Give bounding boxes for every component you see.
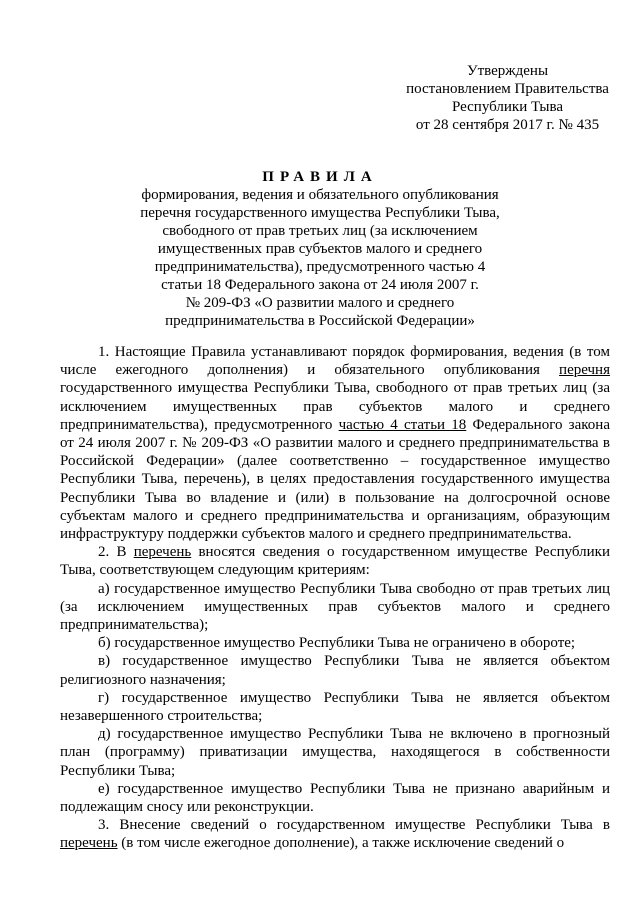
- link-article-18-part-4[interactable]: частью 4 статьи 18: [338, 416, 467, 433]
- document-title: ПРАВИЛА: [262, 169, 378, 185]
- criterion-b: б) государственное имущество Республики Тыва не ограничено в обороте;: [98, 635, 576, 652]
- approval-block: [380, 62, 635, 134]
- subtitle-line: свободного от прав третьих лиц (за исключением: [162, 223, 478, 239]
- link-perechen[interactable]: перечня: [559, 362, 610, 379]
- subtitle-line: имущественных прав субъектов малого и среднего: [157, 241, 483, 257]
- approval-line: от 28 сентября 2017 г. № 435: [415, 117, 600, 133]
- paragraph-2: [60, 543, 610, 579]
- criterion-v: в) государственное имущество Республики Тыва не является объектом религиозного назначения;: [60, 653, 610, 688]
- subtitle-line: № 209-ФЗ «О развитии малого и среднего: [185, 295, 455, 311]
- criterion-g: г) государственное имущество Республики Тыва не является объектом незавершенного строительства;: [60, 689, 610, 725]
- paragraph-text: (в том числе ежегодное дополнение), а также исключение сведений о: [117, 835, 565, 852]
- paragraph-text: 3. Внесение сведений о государственном имуществе Республики Тыва в: [98, 817, 610, 834]
- approval-line: постановлением Правительства: [406, 81, 609, 97]
- paragraph-1: [60, 343, 610, 543]
- criterion-e: е) государственное имущество Республики Тыва не признано аварийным и подлежащим сносу или реконструкции.: [60, 780, 610, 816]
- link-perechen[interactable]: перечень: [133, 544, 192, 561]
- subtitle-line: статьи 18 Федерального закона от 24 июля 2007 г.: [161, 277, 479, 293]
- subtitle-line: предпринимательства в Российской Федерации»: [165, 313, 475, 329]
- document-body: [60, 343, 610, 853]
- subtitle-line: предпринимательства), предусмотренного частью 4: [154, 259, 486, 275]
- criterion-d: д) государственное имущество Республики Тыва не включено в прогнозный план (программу) приватизации имущества, находящегося в собственности Республики Тыва;: [60, 726, 610, 779]
- paragraph-text: 2. В: [98, 544, 134, 561]
- paragraph-text: 1. Настоящие Правила устанавливают порядок формирования, ведения (в том числе ежегодного дополнения) и обязательного опубликования: [60, 344, 610, 379]
- approval-line: Утверждены: [466, 63, 549, 79]
- criterion-a: а) государственное имущество Республики Тыва свободно от прав третьих лиц (за исключением имущественных прав субъектов малого и среднего предпринимательства);: [60, 580, 610, 634]
- link-perechen[interactable]: перечень: [60, 835, 118, 852]
- subtitle-line: формирования, ведения и обязательного опубликования: [141, 187, 499, 203]
- document-subtitle: [40, 186, 600, 330]
- paragraph-text: вносятся сведения о государственном имуществе Республики Тыва, соответствующем следующим критериям:: [60, 544, 610, 579]
- paragraph-text: Федерального закона от 24 июля 2007 г. № 209-ФЗ «О развитии малого и среднего предпринимательства в Российской Федерации» (далее соответственно – государственное имущество Республики Тыва, перечень), в целях предоставления государственного имущества Республики Тыва во владение и (или) в пользование на долгосрочной основе субъектам малого и среднего предпринимательства и организациям, образующим инфраструктуру поддержки субъектов малого и среднего предпринимательства.: [60, 416, 610, 543]
- subtitle-line: перечня государственного имущества Республики Тыва,: [140, 205, 500, 221]
- paragraph-text: государственного имущества Республики Тыва, свободного от прав третьих лиц (за исключением имущественных прав субъектов малого и среднего предпринимательства), предусмотренного: [60, 380, 610, 433]
- approval-line: Республики Тыва: [451, 99, 564, 115]
- paragraph-3: [60, 816, 610, 852]
